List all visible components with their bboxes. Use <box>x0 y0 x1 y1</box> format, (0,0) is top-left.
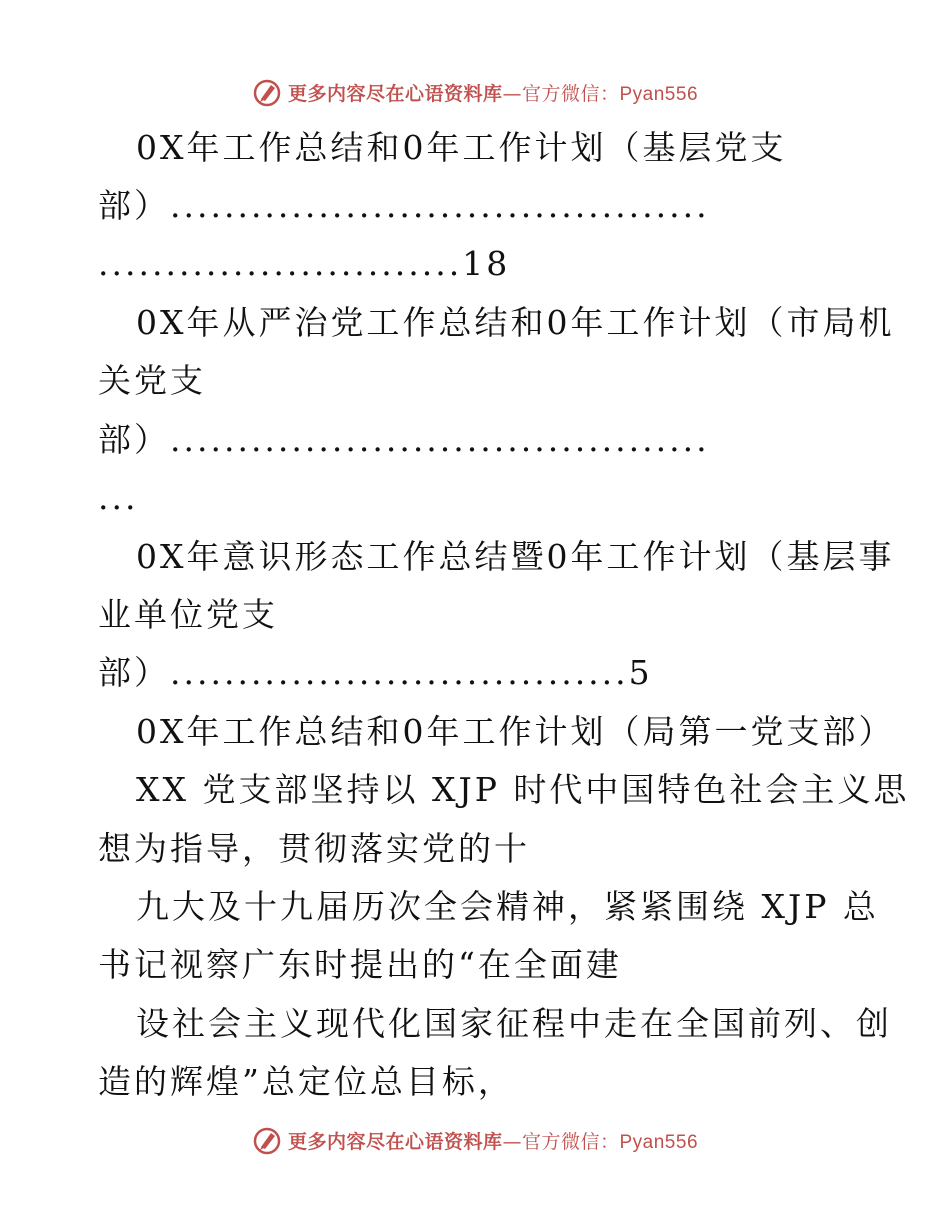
toc-entry-page: ...........................18 <box>98 244 511 283</box>
paragraph-line: 书记视察广东时提出的“在全面建 <box>98 945 622 984</box>
banner-dash: — <box>502 1130 522 1153</box>
toc-entry-leader: 部）........................................ <box>98 420 710 459</box>
section-heading: 0X年工作总结和0年工作计划（局第一党支部） <box>136 712 895 751</box>
toc-entry-leader-cont: ... <box>98 478 139 517</box>
header-watermark-banner <box>0 72 950 112</box>
banner-main-text: 更多内容尽在心语资料库 <box>287 1130 503 1153</box>
toc-entry-title-cont: 业单位党支 <box>98 595 278 634</box>
paragraph-line: 九大及十九届历次全会精神，紧紧围绕 XJP 总 <box>136 887 879 926</box>
toc-entry-leader: 部）........................................ <box>98 186 710 225</box>
pen-nib-logo-icon <box>252 77 282 107</box>
banner-text <box>288 79 698 106</box>
toc-entry-title: 0X年从严治党工作总结和0年工作计划（市局机 <box>136 303 895 342</box>
paragraph-line: 设社会主义现代化国家征程中走在全国前列、创 <box>136 1004 892 1043</box>
paragraph-line: XX 党支部坚持以 XJP 时代中国特色社会主义思 <box>136 770 910 809</box>
banner-wechat-id: Pyan556 <box>619 83 699 105</box>
banner-main-text: 更多内容尽在心语资料库 <box>287 82 503 105</box>
pen-nib-logo-icon <box>252 1125 282 1155</box>
toc-entry-title: 0X年意识形态工作总结暨0年工作计划（基层事 <box>136 537 895 576</box>
paragraph-line: 想为指导，贯彻落实党的十 <box>98 829 530 868</box>
banner-text <box>288 1127 698 1154</box>
toc-entry-title: 0X年工作总结和0年工作计划（基层党支 <box>136 128 787 167</box>
toc-entry-title-cont: 关党支 <box>98 361 206 400</box>
banner-suffix: 官方微信： <box>521 1130 620 1153</box>
banner-suffix: 官方微信： <box>521 82 620 105</box>
banner-dash: — <box>502 82 522 105</box>
paragraph-line: 造的辉煌”总定位总目标， <box>98 1062 514 1101</box>
banner-wechat-id: Pyan556 <box>619 1131 699 1153</box>
toc-entry-leader: 部）..................................5 <box>98 653 653 692</box>
footer-watermark-banner <box>0 1120 950 1160</box>
